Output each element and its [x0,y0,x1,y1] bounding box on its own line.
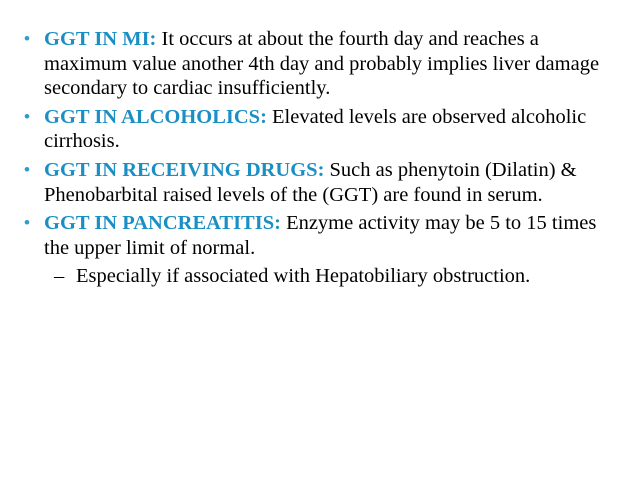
bullet-text: Such as phenytoin (Dilatin) & Phenobarbital raised levels of the (GGT) are found in serum. [44,158,577,206]
bullet-list [24,27,620,293]
bullet-text: Enzyme activity may be 5 to 15 times the upper limit of normal. [44,212,597,259]
bullet-label: GGT IN MI: [44,28,157,50]
sub-bullet-hepatobiliary [44,264,620,289]
dash-icon: – [54,265,65,288]
bullet-text: Elevated levels are observed alcoholic cirrhosis. [44,105,587,153]
bullet-ggt-mi [24,27,620,101]
sub-bullet-list [44,264,620,289]
sub-bullet-text: Especially if associated with Hepatobiliary obstruction. [76,265,531,288]
bullet-ggt-pancreatitis [24,211,620,289]
bullet-dot-icon: • [24,213,30,233]
bullet-dot-icon: • [24,159,30,179]
bullet-ggt-alcoholics [24,105,620,154]
bullet-dot-icon: • [24,29,30,48]
bullet-label: GGT IN ALCOHOLICS: [44,105,267,128]
bullet-text: It occurs at about the fourth day and reaches a maximum value another 4th day and probably implies liver damage secondary to cardiac insufficiently. [44,28,600,100]
bullet-dot-icon: • [24,106,30,126]
bullet-label: GGT IN PANCREATITIS: [44,212,281,235]
bullet-label: GGT IN RECEIVING DRUGS: [44,158,325,181]
bullet-ggt-receiving-drugs [24,158,620,207]
